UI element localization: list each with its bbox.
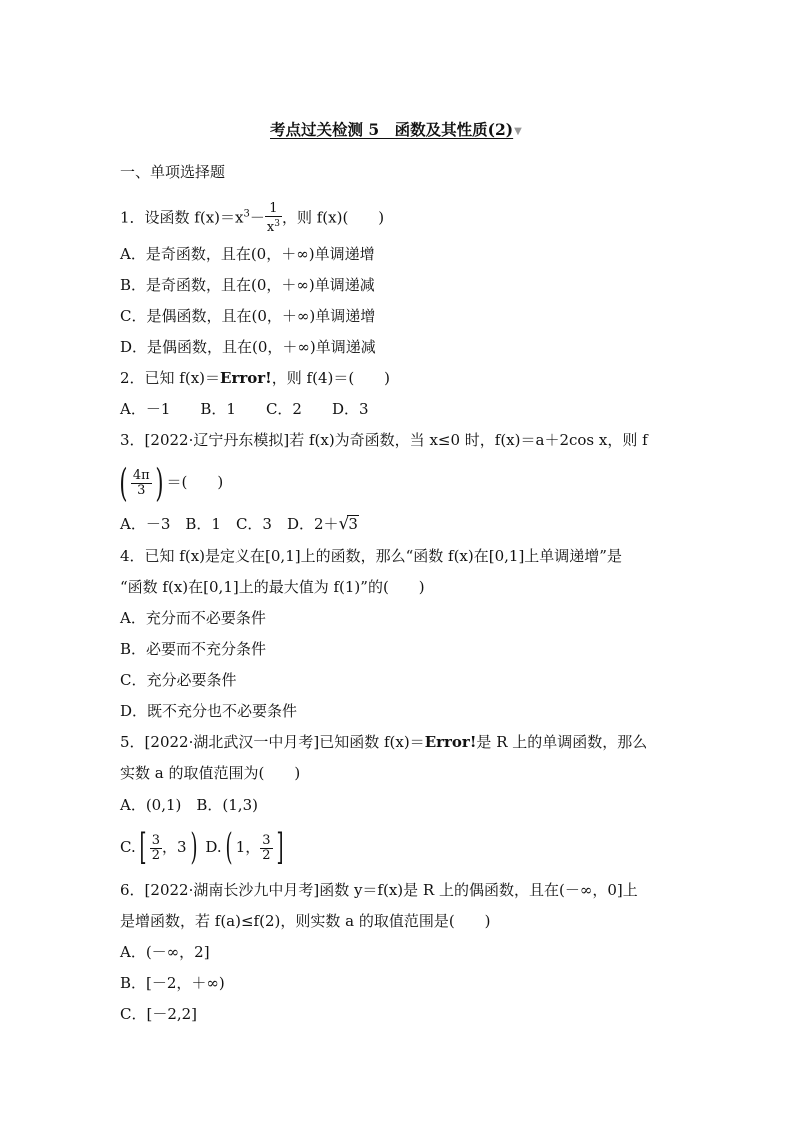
question-6-line2: 是增函数，若 f(a)≤f(2)，则实数 a 的取值范围是( ) xyxy=(120,912,491,930)
q1-option-b: B．是奇函数，且在(0，＋∞)单调递减 xyxy=(120,276,375,294)
question-6-line1: 6．[2022·湖南长沙九中月考]函数 y＝f(x)是 R 上的偶函数，且在(－∞，0]上 xyxy=(120,881,638,899)
page-title: 考点过关检测 5 函数及其性质(2)▼ xyxy=(270,120,522,139)
dropdown-triangle-icon: ▼ xyxy=(514,126,522,137)
question-2: 2．已知 f(x)＝Error!，则 f(4)＝( ) xyxy=(120,369,391,387)
fraction-3-over-2-c: $\frac{3}{2}$ xyxy=(151,832,161,863)
fraction-4pi-over-3: $\frac{4\pi}{3}$ xyxy=(132,467,150,498)
fraction-3-over-2-d: $\frac{3}{2}$ xyxy=(262,832,271,863)
q3-options: A．－3 B．1 C．3 D．2＋√3 xyxy=(120,514,358,534)
fraction-1-over-x3: $\frac{1}{x^3}$ xyxy=(266,201,280,235)
question-4-line2: “函数 f(x)在[0,1]上的最大值为 f(1)”的( ) xyxy=(120,578,425,596)
q6-option-a: A．(－∞，2] xyxy=(120,943,210,961)
question-5-line2: 实数 a 的取值范围为( ) xyxy=(120,764,301,782)
q6-option-b: B．[－2，＋∞) xyxy=(120,974,225,992)
q4-option-c: C．充分必要条件 xyxy=(120,671,237,689)
q1-option-c: C．是偶函数，且在(0，＋∞)单调递增 xyxy=(120,307,376,325)
question-4-line1: 4．已知 f(x)是定义在[0,1]上的函数，那么“函数 f(x)在[0,1]上单调递增”是 xyxy=(120,547,622,565)
question-3-line2: ( $\frac{4\pi}{3}$ ) ＝( ) xyxy=(119,461,224,505)
q5-options-cd: C.[ $\frac{3}{2}$ ，3) D.( 1， $\frac{3}{2}$ ] xyxy=(120,827,284,868)
q5-options-ab: A．(0,1) B．(1,3) xyxy=(120,796,258,814)
question-1: 1．设函数 $f(x)=x^3-$ $\frac{1}{x^3}$ ，则 f(x)( ) xyxy=(120,201,385,235)
sqrt-3: √3 xyxy=(338,514,358,534)
q4-option-d: D．既不充分也不必要条件 xyxy=(120,702,298,720)
q1-option-a: A．是奇函数，且在(0，＋∞)单调递增 xyxy=(120,245,375,263)
q2-options: A．－1 B．1 C．2 D．3 xyxy=(120,400,369,418)
section-heading: 一、单项选择题 xyxy=(120,163,226,181)
q6-option-c: C．[－2,2] xyxy=(120,1005,198,1023)
q4-option-b: B．必要而不充分条件 xyxy=(120,640,267,658)
q1-option-d: D．是偶函数，且在(0，＋∞)单调递减 xyxy=(120,338,376,356)
q4-option-a: A．充分而不必要条件 xyxy=(120,609,266,627)
question-3-line1: 3．[2022·辽宁丹东模拟]若 f(x)为奇函数，当 x≤0 时，f(x)＝a＋2cos x，则 f xyxy=(120,431,648,449)
question-5-line1: 5．[2022·湖北武汉一中月考]已知函数 f(x)＝Error!是 R 上的单调函数，那么 xyxy=(120,733,648,751)
